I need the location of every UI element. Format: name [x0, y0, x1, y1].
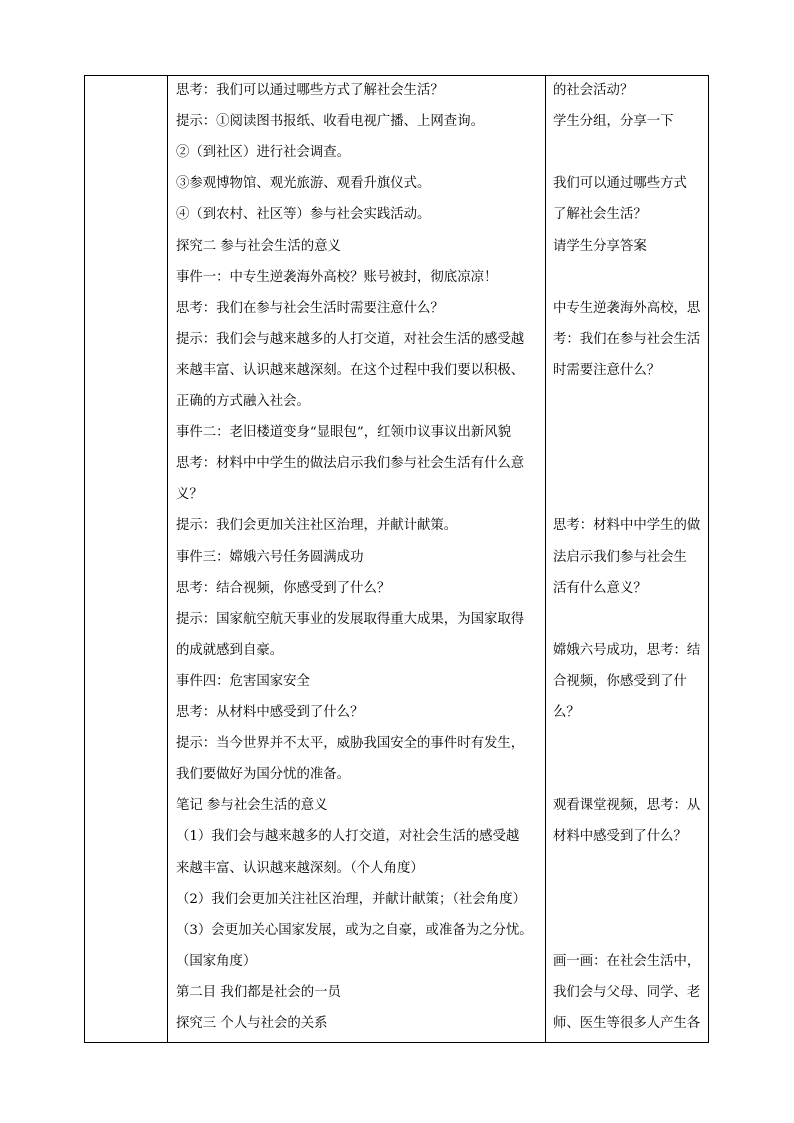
activity-line: 师、医生等很多人产生各: [553, 1016, 701, 1031]
content-line: （2）我们会更加关注社区治理，并献计献策；（社会角度）: [176, 891, 526, 907]
content-line: 提示：我们会更加关注社区治理，并献计献策。: [176, 518, 458, 534]
content-line: ④（到农村、社区等）参与社会实践活动。: [176, 207, 431, 223]
activity-line: 嫦娥六号成功，思考：结: [553, 642, 701, 658]
activity-line: 材料中感受到了什么？: [553, 829, 687, 845]
content-line: 义？: [176, 487, 203, 503]
activity-column: [546, 76, 708, 1042]
lesson-table: [84, 75, 709, 1043]
content-line: 来越丰富、认识越来越深刻。在这个过程中我们要以积极、: [176, 362, 525, 378]
activity-line: 么？: [553, 705, 580, 720]
activity-line: 学生分组，分享一下: [553, 114, 674, 130]
content-line: 提示：国家航空航天事业的发展取得重大成果，为国家取得: [176, 611, 525, 627]
content-line: 思考：从材料中感受到了什么？: [176, 705, 364, 720]
activity-line: 请学生分享答案: [553, 238, 647, 254]
content-line: ②（到社区）进行社会调查。: [176, 145, 351, 161]
content-line: 的成就感到自豪。: [176, 642, 284, 658]
content-line: 思考：结合视频，你感受到了什么？: [176, 580, 391, 596]
content-line: 第二目 我们都是社会的一员: [176, 984, 341, 1000]
teaching-content-column: [168, 76, 545, 1042]
content-line: 提示：当今世界并不太平，威胁我国安全的事件时有发生，: [176, 736, 525, 752]
activity-line: 法启示我们参与社会生: [553, 549, 687, 565]
content-line: 探究三 个人与社会的关系: [176, 1016, 328, 1031]
content-line: 来越丰富、认识越来越深刻。（个人角度）: [176, 860, 424, 876]
activity-line: 画一画：在社会生活中，: [553, 953, 701, 969]
content-line: 探究二 参与社会生活的意义: [176, 238, 341, 254]
content-line: 我们要做好为国分忧的准备。: [176, 767, 351, 783]
content-line: （1）我们会与越来越多的人打交道，对社会生活的感受越: [176, 829, 520, 845]
activity-line: 观看课堂视频，思考：从: [553, 798, 701, 814]
content-line: （国家角度）: [176, 953, 257, 969]
content-line: ③参观博物馆、观光旅游、观看升旗仪式。: [176, 176, 431, 192]
content-line: 正确的方式融入社会。: [176, 394, 310, 409]
content-line: 事件一：中专生逆袭海外高校？账号被封，彻底凉凉！: [176, 269, 498, 285]
activity-line: 我们可以通过哪些方式: [553, 176, 687, 192]
activity-line: 时需要注意什么？: [553, 362, 661, 378]
activity-line: 考：我们在参与社会生活: [553, 331, 701, 347]
content-line: 笔记 参与社会生活的意义: [176, 798, 328, 814]
content-line: 提示：①阅读图书报纸、收看电视广播、上网查询。: [176, 114, 484, 130]
content-line: 思考：我们可以通过哪些方式了解社会生活？: [176, 83, 444, 98]
activity-line: 合视频，你感受到了什: [553, 673, 687, 689]
content-line: （3）会更加关心国家发展，或为之自豪，或准备为之分忧。: [176, 922, 533, 938]
activity-line: 了解社会生活？: [553, 207, 647, 223]
content-line: 提示：我们会与越来越多的人打交道，对社会生活的感受越: [176, 331, 525, 347]
activity-line: 活有什么意义？: [553, 580, 647, 596]
content-line: 事件四：危害国家安全: [176, 673, 310, 689]
content-line: 思考：材料中中学生的做法启示我们参与社会生活有什么意: [176, 456, 525, 472]
activity-line: 中专生逆袭海外高校，思: [553, 300, 701, 316]
content-line: 事件二：老旧楼道变身“显眼包”，红领巾议事议出新风貌: [176, 425, 512, 441]
activity-line: 我们会与父母、同学、老: [553, 984, 701, 1000]
activity-line: 的社会活动？: [553, 83, 634, 98]
content-line: 思考：我们在参与社会生活时需要注意什么？: [176, 300, 444, 316]
activity-line: 思考：材料中中学生的做: [553, 518, 701, 534]
content-line: 事件三：嫦娥六号任务圆满成功: [176, 549, 364, 565]
